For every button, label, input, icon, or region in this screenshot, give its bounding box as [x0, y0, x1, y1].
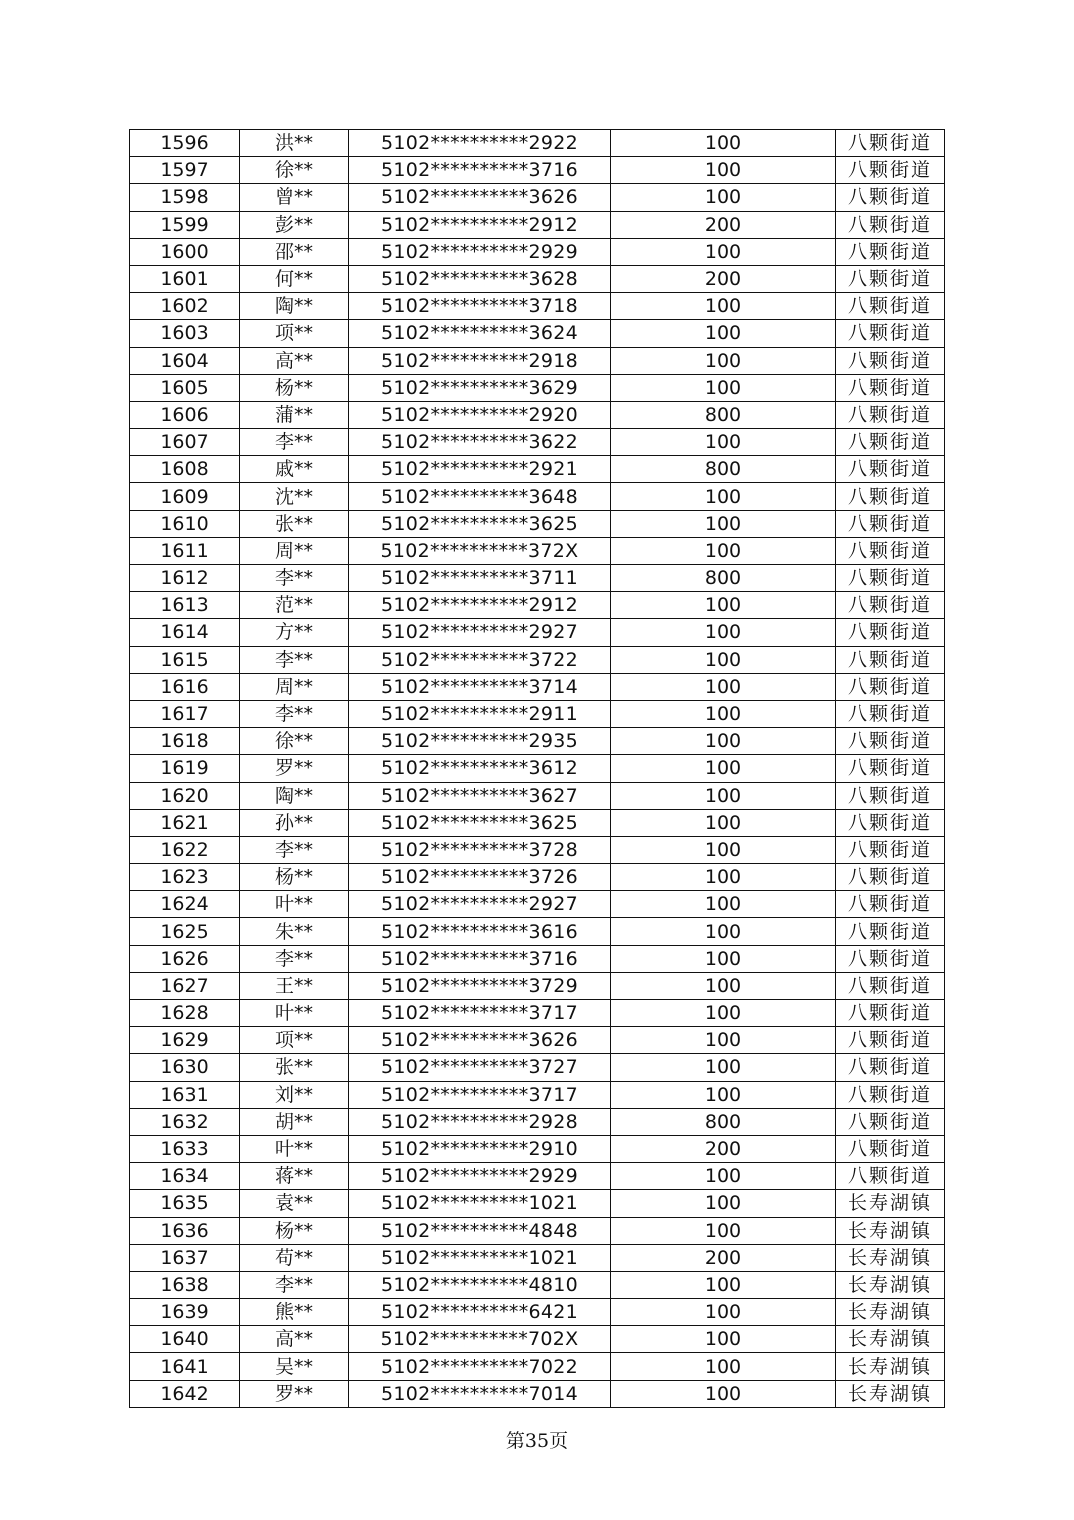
table-row — [130, 238, 945, 265]
street-cell: 八颗街道 — [836, 728, 945, 755]
amount-cell: 100 — [611, 1054, 836, 1081]
name-cell: 徐** — [240, 157, 349, 184]
amount-cell: 100 — [611, 1271, 836, 1298]
id-number-cell: 5102**********7022 — [349, 1353, 611, 1380]
amount-cell: 100 — [611, 700, 836, 727]
name-cell: 杨** — [240, 864, 349, 891]
name-cell: 陶** — [240, 293, 349, 320]
street-cell: 八颗街道 — [836, 429, 945, 456]
serial-number-cell: 1615 — [130, 646, 240, 673]
serial-number-cell: 1609 — [130, 483, 240, 510]
amount-cell: 100 — [611, 1353, 836, 1380]
name-cell: 周** — [240, 537, 349, 564]
id-number-cell: 5102**********2928 — [349, 1108, 611, 1135]
serial-number-cell: 1622 — [130, 836, 240, 863]
name-cell: 李** — [240, 646, 349, 673]
id-number-cell: 5102**********2929 — [349, 238, 611, 265]
table-row — [130, 401, 945, 428]
name-cell: 袁** — [240, 1190, 349, 1217]
street-cell: 长寿湖镇 — [836, 1244, 945, 1271]
name-cell: 刘** — [240, 1081, 349, 1108]
table-row — [130, 918, 945, 945]
id-number-cell: 5102**********3714 — [349, 673, 611, 700]
serial-number-cell: 1617 — [130, 700, 240, 727]
id-number-cell: 5102**********6421 — [349, 1299, 611, 1326]
name-cell: 李** — [240, 429, 349, 456]
serial-number-cell: 1632 — [130, 1108, 240, 1135]
name-cell: 李** — [240, 945, 349, 972]
serial-number-cell: 1634 — [130, 1163, 240, 1190]
amount-cell: 100 — [611, 510, 836, 537]
amount-cell: 100 — [611, 864, 836, 891]
id-number-cell: 5102**********2927 — [349, 619, 611, 646]
name-cell: 何** — [240, 265, 349, 292]
street-cell: 八颗街道 — [836, 293, 945, 320]
id-number-cell: 5102**********2922 — [349, 130, 611, 157]
id-number-cell: 5102**********3729 — [349, 972, 611, 999]
amount-cell: 100 — [611, 429, 836, 456]
id-number-cell: 5102**********2912 — [349, 592, 611, 619]
table-row — [130, 1271, 945, 1298]
amount-cell: 100 — [611, 782, 836, 809]
table-row — [130, 619, 945, 646]
amount-cell: 100 — [611, 537, 836, 564]
street-cell: 八颗街道 — [836, 1108, 945, 1135]
id-number-cell: 5102**********3648 — [349, 483, 611, 510]
table-row — [130, 592, 945, 619]
amount-cell: 100 — [611, 157, 836, 184]
name-cell: 李** — [240, 700, 349, 727]
serial-number-cell: 1636 — [130, 1217, 240, 1244]
name-cell: 吴** — [240, 1353, 349, 1380]
serial-number-cell: 1596 — [130, 130, 240, 157]
id-number-cell: 5102**********3628 — [349, 265, 611, 292]
serial-number-cell: 1602 — [130, 293, 240, 320]
id-number-cell: 5102**********3627 — [349, 782, 611, 809]
id-number-cell: 5102**********3718 — [349, 293, 611, 320]
street-cell: 八颗街道 — [836, 347, 945, 374]
street-cell: 八颗街道 — [836, 1135, 945, 1162]
street-cell: 八颗街道 — [836, 1163, 945, 1190]
table-row — [130, 1163, 945, 1190]
table-row — [130, 1299, 945, 1326]
table-row — [130, 184, 945, 211]
id-number-cell: 5102**********2910 — [349, 1135, 611, 1162]
amount-cell: 100 — [611, 1000, 836, 1027]
name-cell: 陶** — [240, 782, 349, 809]
table-row — [130, 809, 945, 836]
name-cell: 杨** — [240, 1217, 349, 1244]
serial-number-cell: 1623 — [130, 864, 240, 891]
amount-cell: 100 — [611, 1299, 836, 1326]
street-cell: 八颗街道 — [836, 211, 945, 238]
amount-cell: 100 — [611, 184, 836, 211]
id-number-cell: 5102**********3717 — [349, 1081, 611, 1108]
street-cell: 长寿湖镇 — [836, 1326, 945, 1353]
table-row — [130, 510, 945, 537]
id-number-cell: 5102**********4848 — [349, 1217, 611, 1244]
name-cell: 张** — [240, 510, 349, 537]
table-row — [130, 1135, 945, 1162]
table-row — [130, 755, 945, 782]
id-number-cell: 5102**********3624 — [349, 320, 611, 347]
table-row — [130, 374, 945, 401]
serial-number-cell: 1631 — [130, 1081, 240, 1108]
serial-number-cell: 1642 — [130, 1380, 240, 1407]
id-number-cell: 5102**********3625 — [349, 510, 611, 537]
table-row — [130, 782, 945, 809]
street-cell: 长寿湖镇 — [836, 1380, 945, 1407]
serial-number-cell: 1639 — [130, 1299, 240, 1326]
amount-cell: 100 — [611, 1163, 836, 1190]
name-cell: 罗** — [240, 755, 349, 782]
name-cell: 洪** — [240, 130, 349, 157]
serial-number-cell: 1604 — [130, 347, 240, 374]
table-row — [130, 429, 945, 456]
amount-cell: 100 — [611, 1380, 836, 1407]
serial-number-cell: 1618 — [130, 728, 240, 755]
table-row — [130, 1244, 945, 1271]
table-row — [130, 673, 945, 700]
amount-cell: 100 — [611, 918, 836, 945]
street-cell: 八颗街道 — [836, 646, 945, 673]
serial-number-cell: 1627 — [130, 972, 240, 999]
id-number-cell: 5102**********2920 — [349, 401, 611, 428]
name-cell: 蒲** — [240, 401, 349, 428]
street-cell: 长寿湖镇 — [836, 1299, 945, 1326]
serial-number-cell: 1626 — [130, 945, 240, 972]
street-cell: 八颗街道 — [836, 130, 945, 157]
amount-cell: 100 — [611, 347, 836, 374]
amount-cell: 100 — [611, 320, 836, 347]
table-row — [130, 646, 945, 673]
serial-number-cell: 1614 — [130, 619, 240, 646]
table-row — [130, 1081, 945, 1108]
name-cell: 范** — [240, 592, 349, 619]
street-cell: 八颗街道 — [836, 864, 945, 891]
amount-cell: 200 — [611, 1244, 836, 1271]
street-cell: 八颗街道 — [836, 836, 945, 863]
amount-cell: 100 — [611, 646, 836, 673]
serial-number-cell: 1607 — [130, 429, 240, 456]
amount-cell: 100 — [611, 891, 836, 918]
serial-number-cell: 1612 — [130, 565, 240, 592]
id-number-cell: 5102**********3726 — [349, 864, 611, 891]
street-cell: 八颗街道 — [836, 510, 945, 537]
serial-number-cell: 1629 — [130, 1027, 240, 1054]
street-cell: 八颗街道 — [836, 1027, 945, 1054]
table-row — [130, 456, 945, 483]
table-row — [130, 130, 945, 157]
table-row — [130, 1217, 945, 1244]
name-cell: 王** — [240, 972, 349, 999]
name-cell: 曾** — [240, 184, 349, 211]
name-cell: 杨** — [240, 374, 349, 401]
street-cell: 长寿湖镇 — [836, 1190, 945, 1217]
table-body — [130, 130, 945, 1408]
id-number-cell: 5102**********2918 — [349, 347, 611, 374]
name-cell: 熊** — [240, 1299, 349, 1326]
amount-cell: 100 — [611, 130, 836, 157]
id-number-cell: 5102**********2929 — [349, 1163, 611, 1190]
name-cell: 罗** — [240, 1380, 349, 1407]
table-row — [130, 945, 945, 972]
id-number-cell: 5102**********2921 — [349, 456, 611, 483]
street-cell: 八颗街道 — [836, 592, 945, 619]
amount-cell: 100 — [611, 592, 836, 619]
serial-number-cell: 1601 — [130, 265, 240, 292]
name-cell: 李** — [240, 565, 349, 592]
serial-number-cell: 1620 — [130, 782, 240, 809]
amount-cell: 800 — [611, 401, 836, 428]
serial-number-cell: 1630 — [130, 1054, 240, 1081]
street-cell: 八颗街道 — [836, 456, 945, 483]
id-number-cell: 5102**********7014 — [349, 1380, 611, 1407]
street-cell: 八颗街道 — [836, 918, 945, 945]
table-row — [130, 320, 945, 347]
serial-number-cell: 1625 — [130, 918, 240, 945]
serial-number-cell: 1633 — [130, 1135, 240, 1162]
id-number-cell: 5102**********702X — [349, 1326, 611, 1353]
id-number-cell: 5102**********3711 — [349, 565, 611, 592]
table-row — [130, 1027, 945, 1054]
serial-number-cell: 1621 — [130, 809, 240, 836]
street-cell: 八颗街道 — [836, 320, 945, 347]
name-cell: 胡** — [240, 1108, 349, 1135]
id-number-cell: 5102**********1021 — [349, 1190, 611, 1217]
amount-cell: 200 — [611, 265, 836, 292]
table-row — [130, 891, 945, 918]
name-cell: 方** — [240, 619, 349, 646]
serial-number-cell: 1605 — [130, 374, 240, 401]
amount-cell: 100 — [611, 728, 836, 755]
table-row — [130, 1326, 945, 1353]
amount-cell: 100 — [611, 1217, 836, 1244]
table-row — [130, 537, 945, 564]
id-number-cell: 5102**********3616 — [349, 918, 611, 945]
serial-number-cell: 1641 — [130, 1353, 240, 1380]
id-number-cell: 5102**********3612 — [349, 755, 611, 782]
id-number-cell: 5102**********3626 — [349, 184, 611, 211]
id-number-cell: 5102**********2912 — [349, 211, 611, 238]
street-cell: 八颗街道 — [836, 238, 945, 265]
name-cell: 叶** — [240, 1000, 349, 1027]
id-number-cell: 5102**********3625 — [349, 809, 611, 836]
amount-cell: 200 — [611, 1135, 836, 1162]
name-cell: 叶** — [240, 1135, 349, 1162]
serial-number-cell: 1638 — [130, 1271, 240, 1298]
id-number-cell: 5102**********2935 — [349, 728, 611, 755]
amount-cell: 100 — [611, 945, 836, 972]
serial-number-cell: 1616 — [130, 673, 240, 700]
name-cell: 项** — [240, 1027, 349, 1054]
table-row — [130, 565, 945, 592]
table-row — [130, 728, 945, 755]
name-cell: 蒋** — [240, 1163, 349, 1190]
name-cell: 邵** — [240, 238, 349, 265]
name-cell: 李** — [240, 1271, 349, 1298]
id-number-cell: 5102**********3727 — [349, 1054, 611, 1081]
name-cell: 戚** — [240, 456, 349, 483]
serial-number-cell: 1628 — [130, 1000, 240, 1027]
table-row — [130, 265, 945, 292]
amount-cell: 800 — [611, 1108, 836, 1135]
amount-cell: 100 — [611, 673, 836, 700]
amount-cell: 100 — [611, 836, 836, 863]
amount-cell: 800 — [611, 456, 836, 483]
street-cell: 八颗街道 — [836, 809, 945, 836]
name-cell: 李** — [240, 836, 349, 863]
name-cell: 项** — [240, 320, 349, 347]
table-row — [130, 1108, 945, 1135]
name-cell: 苟** — [240, 1244, 349, 1271]
street-cell: 八颗街道 — [836, 1081, 945, 1108]
street-cell: 八颗街道 — [836, 184, 945, 211]
serial-number-cell: 1613 — [130, 592, 240, 619]
amount-cell: 100 — [611, 972, 836, 999]
id-number-cell: 5102**********1021 — [349, 1244, 611, 1271]
id-number-cell: 5102**********3622 — [349, 429, 611, 456]
id-number-cell: 5102**********3717 — [349, 1000, 611, 1027]
table-row — [130, 483, 945, 510]
street-cell: 八颗街道 — [836, 700, 945, 727]
amount-cell: 100 — [611, 483, 836, 510]
amount-cell: 200 — [611, 211, 836, 238]
id-number-cell: 5102**********3629 — [349, 374, 611, 401]
name-cell: 沈** — [240, 483, 349, 510]
table-row — [130, 1380, 945, 1407]
table-row — [130, 700, 945, 727]
street-cell: 八颗街道 — [836, 972, 945, 999]
amount-cell: 100 — [611, 1190, 836, 1217]
name-cell: 彭** — [240, 211, 349, 238]
serial-number-cell: 1597 — [130, 157, 240, 184]
street-cell: 八颗街道 — [836, 265, 945, 292]
serial-number-cell: 1640 — [130, 1326, 240, 1353]
amount-cell: 800 — [611, 565, 836, 592]
street-cell: 八颗街道 — [836, 537, 945, 564]
id-number-cell: 5102**********3716 — [349, 945, 611, 972]
table-row — [130, 211, 945, 238]
table-row — [130, 836, 945, 863]
serial-number-cell: 1599 — [130, 211, 240, 238]
id-number-cell: 5102**********3626 — [349, 1027, 611, 1054]
id-number-cell: 5102**********3722 — [349, 646, 611, 673]
street-cell: 八颗街道 — [836, 945, 945, 972]
street-cell: 八颗街道 — [836, 157, 945, 184]
name-cell: 高** — [240, 1326, 349, 1353]
amount-cell: 100 — [611, 1027, 836, 1054]
table-row — [130, 1190, 945, 1217]
street-cell: 八颗街道 — [836, 619, 945, 646]
table-row — [130, 1000, 945, 1027]
serial-number-cell: 1635 — [130, 1190, 240, 1217]
street-cell: 八颗街道 — [836, 483, 945, 510]
serial-number-cell: 1600 — [130, 238, 240, 265]
street-cell: 八颗街道 — [836, 891, 945, 918]
street-cell: 八颗街道 — [836, 401, 945, 428]
table-row — [130, 157, 945, 184]
street-cell: 长寿湖镇 — [836, 1353, 945, 1380]
id-number-cell: 5102**********2911 — [349, 700, 611, 727]
name-cell: 高** — [240, 347, 349, 374]
name-cell: 张** — [240, 1054, 349, 1081]
serial-number-cell: 1598 — [130, 184, 240, 211]
table-row — [130, 972, 945, 999]
serial-number-cell: 1603 — [130, 320, 240, 347]
street-cell: 八颗街道 — [836, 1000, 945, 1027]
amount-cell: 100 — [611, 238, 836, 265]
street-cell: 长寿湖镇 — [836, 1271, 945, 1298]
street-cell: 八颗街道 — [836, 374, 945, 401]
subsidy-list-table — [129, 129, 945, 1408]
table-row — [130, 1353, 945, 1380]
id-number-cell: 5102**********3716 — [349, 157, 611, 184]
name-cell: 朱** — [240, 918, 349, 945]
street-cell: 八颗街道 — [836, 565, 945, 592]
id-number-cell: 5102**********2927 — [349, 891, 611, 918]
amount-cell: 100 — [611, 755, 836, 782]
amount-cell: 100 — [611, 1326, 836, 1353]
amount-cell: 100 — [611, 1081, 836, 1108]
name-cell: 叶** — [240, 891, 349, 918]
table-row — [130, 347, 945, 374]
amount-cell: 100 — [611, 809, 836, 836]
name-cell: 徐** — [240, 728, 349, 755]
page-number: 第35页 — [505, 1430, 569, 1452]
serial-number-cell: 1611 — [130, 537, 240, 564]
table-row — [130, 864, 945, 891]
id-number-cell: 5102**********4810 — [349, 1271, 611, 1298]
serial-number-cell: 1619 — [130, 755, 240, 782]
id-number-cell: 5102**********3728 — [349, 836, 611, 863]
street-cell: 长寿湖镇 — [836, 1217, 945, 1244]
serial-number-cell: 1624 — [130, 891, 240, 918]
serial-number-cell: 1608 — [130, 456, 240, 483]
amount-cell: 100 — [611, 374, 836, 401]
table-row — [130, 1054, 945, 1081]
amount-cell: 100 — [611, 293, 836, 320]
serial-number-cell: 1610 — [130, 510, 240, 537]
street-cell: 八颗街道 — [836, 782, 945, 809]
street-cell: 八颗街道 — [836, 1054, 945, 1081]
serial-number-cell: 1606 — [130, 401, 240, 428]
name-cell: 周** — [240, 673, 349, 700]
id-number-cell: 5102**********372X — [349, 537, 611, 564]
street-cell: 八颗街道 — [836, 755, 945, 782]
serial-number-cell: 1637 — [130, 1244, 240, 1271]
amount-cell: 100 — [611, 619, 836, 646]
street-cell: 八颗街道 — [836, 673, 945, 700]
table-row — [130, 293, 945, 320]
name-cell: 孙** — [240, 809, 349, 836]
